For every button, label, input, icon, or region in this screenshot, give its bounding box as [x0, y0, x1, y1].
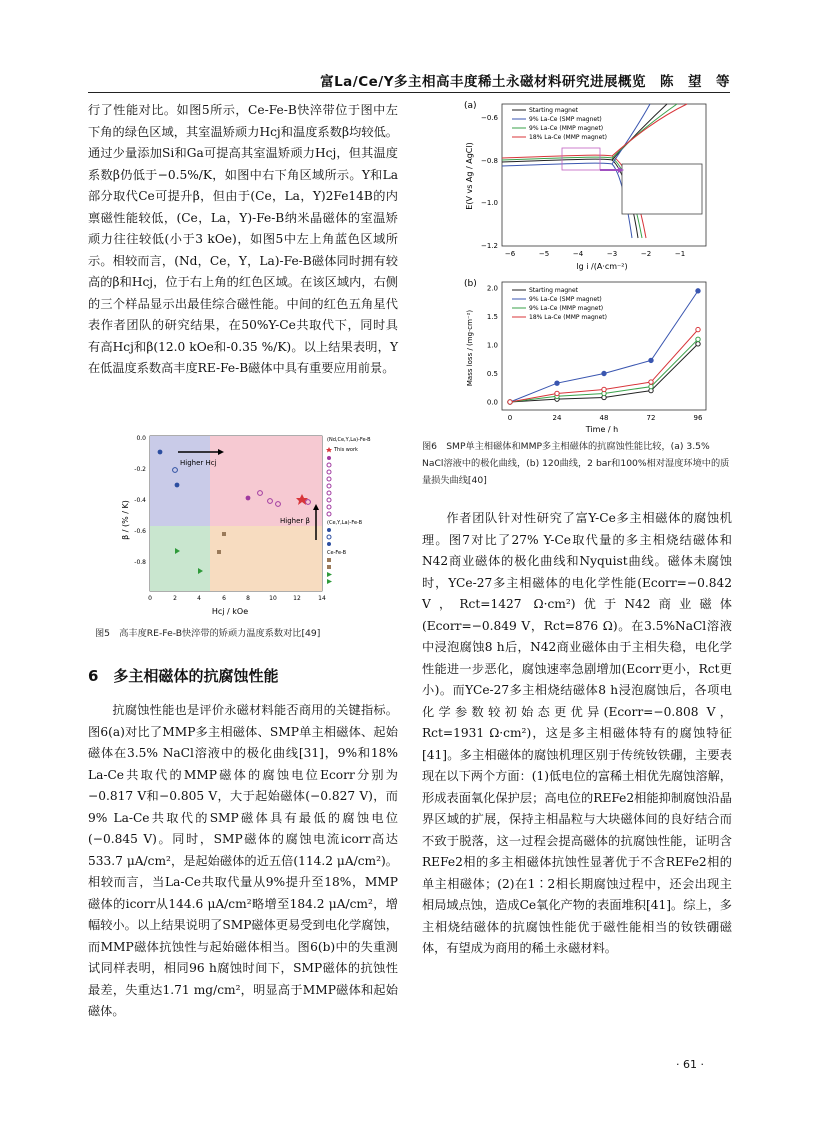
svg-text:−2: −2: [640, 250, 652, 258]
figure-5: [120, 430, 390, 620]
svg-text:6: 6: [222, 595, 226, 602]
y-axis-label: β / (% / K): [121, 500, 130, 540]
legend-group2: (Ce,Y,La)-Fe-B: [327, 520, 363, 526]
x-tick-label: 96: [693, 414, 703, 422]
y-tick-label: 1.0: [486, 341, 498, 350]
figure-6a: [462, 98, 718, 273]
legend-group3: Ce-Fe-B: [327, 550, 347, 556]
arrow-label-top: Higher Hcj: [180, 459, 217, 467]
svg-text:2: 2: [173, 595, 177, 602]
data-point: [555, 381, 559, 385]
legend-item: 9% La-Ce (SMP magnet): [529, 116, 602, 123]
legend-item: Starting magnet: [529, 287, 579, 294]
right-column: [422, 508, 732, 960]
legend-item: 18% La-Ce (MMP magnet): [529, 134, 607, 141]
svg-text:0.0: 0.0: [136, 435, 146, 442]
figure-6-caption: 图6 SMP单主相磁体和MMP多主相磁体的抗腐蚀性能比较，(a) 3.5% NaCl溶液中的极化曲线，(b) 120曲线，2 bar和100%相对湿度环境中的质量损失曲线[40]: [422, 441, 730, 486]
data-point: [649, 384, 653, 388]
legend-this-work: This work: [334, 447, 358, 453]
section-6-body: [88, 700, 398, 1023]
x-axis-label: Time / h: [585, 425, 619, 434]
svg-text:-0.4: -0.4: [134, 497, 146, 504]
region-blue: [150, 436, 210, 526]
data-point: [602, 387, 606, 391]
data-point: [649, 358, 653, 362]
x-tick-label: 72: [646, 414, 656, 422]
paragraph: 作者团队针对性研究了富Y-Ce多主相磁体的腐蚀机理。图7对比了27% Y-Ce取代量的多主相烧结磁体和N42商业磁体的极化曲线和Nyquist曲线。磁体未腐蚀时，YCe-27多主相磁体的电化学性能(Ecorr=−0.842 V，Rct=1427 Ω·cm²)优于N42商业磁体(Ecorr=−0.849 V，Rct=876 Ω)。在3.5%NaCl溶液中浸泡腐蚀8 h后，N42商业磁体由于主相失稳，电化学性能进一步恶化，腐蚀速率急剧增加(Ecorr更小，Rct更小)。而YCe-27多主相烧结磁体8 h浸泡腐蚀后，各项电化学参数较初始态更优异(Ecorr=−0.808 V，Rct=1931 Ω·cm²)，这是多主相磁体特有的腐蚀特征[41]。多主相磁体的腐蚀机理区别于传统钕铁硼，主要表现在以下两个方面：(1)低电位的富稀土相优先腐蚀溶解，形成表面氧化保护层；高电位的REFe2相能抑制腐蚀沿晶界区域的扩展，保持主相晶粒与大块磁体间的良好结合而不致于脱落，这一过程会提高磁体的抗腐蚀性能，证明含REFe2相的多主相磁体抗蚀性显著优于不含REFe2相的单主相磁体；(2)在1∶2相长期腐蚀过程中，还会出现主相局域点蚀，造成Ce氧化产物的表面堆积[41]。综上，多主相烧结磁体的抗腐蚀性能优于磁性能相当的钕铁硼磁体，有望成为商用的稀土永磁材料。: [422, 511, 732, 955]
paragraph: 行了性能对比。如图5所示，Ce-Fe-B快淬带位于图中左下角的绿色区域，其室温矫顽力Hcj和温度系数β均较低。通过少量添加Si和Ga可提高其室温矫顽力Hcj，但其温度系数β仍低于−0.5%/K，如图中右下角区域所示。Y和La部分取代Ce可提升β，但由于(Ce，La，Y)2Fe14B的内禀磁性能较低，(Ce，La，Y)-Fe-B纳米晶磁体的室温矫顽力往往较低(小于3 kOe)，如图5中左上角蓝色区域所示。相较而言，(Nd，Ce，Y，La)-Fe-B磁体同时拥有较高的β和Hcj，位于右上角的红色区域。在该区域内，右侧的三个样品显示出最佳综合磁性能。中间的红色五角星代表作者团队的研究结果，在50%Y-Ce共取代下，同时具有高Hcj和β(12.0 kOe和-0.35 %/K)。以上结果表明，Y在低温度系数高丰度RE-Fe-B磁体中具有重要应用前景。: [88, 103, 398, 375]
svg-text:−1.0: −1.0: [481, 199, 498, 207]
panel-label-b: (b): [464, 279, 477, 289]
svg-text:-0.6: -0.6: [134, 528, 146, 535]
data-point: [696, 289, 700, 293]
x-axis-label: lg i /(A·cm⁻²): [576, 262, 628, 271]
data-point: [649, 380, 653, 384]
svg-text:−0.8: −0.8: [481, 157, 498, 165]
running-header: 富La/Ce/Y多主相高丰度稀土永磁材料研究进展概览 陈 望 等: [320, 74, 730, 90]
svg-text:−6: −6: [504, 250, 516, 258]
data-point: [696, 337, 700, 341]
svg-text:-0.8: -0.8: [134, 559, 146, 566]
section-heading: 6 多主相磁体的抗腐蚀性能: [88, 667, 279, 685]
data-point: [555, 391, 559, 395]
y-axis-label: E(V vs Ag / AgCl): [465, 142, 474, 210]
svg-text:−1.2: −1.2: [481, 242, 498, 250]
y-tick-label: 2.0: [486, 284, 498, 293]
header-rule: [88, 92, 730, 93]
svg-text:10: 10: [269, 595, 277, 602]
svg-text:8: 8: [246, 595, 250, 602]
data-point: [696, 327, 700, 331]
y-axis-label: Mass loss / (mg·cm⁻²): [466, 309, 474, 387]
x-axis-label: Hcj / kOe: [211, 607, 249, 616]
svg-text:12: 12: [293, 595, 301, 602]
legend-item: 18% La-Ce (MMP magnet): [529, 314, 607, 321]
figure-5-caption: 图5 高丰度RE-Fe-B快淬带的矫顽力温度系数对比[49]: [95, 628, 321, 639]
figure-6b: [462, 276, 718, 436]
x-tick-label: 0: [507, 414, 513, 422]
svg-text:0: 0: [148, 595, 152, 602]
svg-text:4: 4: [197, 595, 201, 602]
data-point: [696, 342, 700, 346]
region-orange: [210, 526, 322, 591]
y-tick-label: 1.5: [486, 313, 498, 321]
svg-text:−1: −1: [674, 250, 686, 258]
y-tick-label: 0.0: [486, 398, 498, 407]
data-point: [508, 400, 512, 404]
legend-group1: (Nd,Ce,Y,La)-Fe-B: [327, 437, 371, 443]
panel-label-a: (a): [464, 101, 477, 111]
data-point: [602, 371, 606, 375]
legend-item: 9% La-Ce (SMP magnet): [529, 296, 602, 303]
y-tick-label: 0.5: [486, 370, 498, 378]
left-column: [88, 100, 398, 380]
arrow-label-right: Higher β: [280, 517, 310, 525]
page-number: · 61 ·: [676, 1058, 704, 1071]
legend-item: Starting magnet: [529, 107, 579, 114]
svg-text:−5: −5: [538, 250, 550, 258]
svg-text:−4: −4: [572, 250, 584, 258]
x-tick-label: 24: [552, 414, 562, 422]
region-red: [210, 436, 322, 526]
legend-item: 9% La-Ce (MMP magnet): [529, 125, 604, 132]
region-green: [150, 526, 210, 591]
paragraph: 抗腐蚀性能也是评价永磁材料能否商用的关键指标。图6(a)对比了MMP多主相磁体、SMP单主相磁体、起始磁体在3.5% NaCl溶液中的极化曲线[31]，9%和18% La-Ce共取代的MMP磁体的腐蚀电位Ecorr分别为−0.817 V和−0.805 V，大于起始磁体(−0.827 V)，而9% La-Ce共取代的SMP磁体具有最低的腐蚀电位(−0.845 V)。同时，SMP磁体的腐蚀电流icorr高达533.7 μA/cm²，是起始磁体的近五倍(114.2 μA/cm²)。相较而言，当La-Ce共取代量从9%提升至18%，MMP磁体的icorr从144.6 μA/cm²略增至184.2 μA/cm²，增幅较小。以上结果说明了SMP磁体更易受到电化学腐蚀，而MMP磁体抗蚀性与起始磁体相当。图6(b)中的失重测试同样表明，相同96 h腐蚀时间下，SMP磁体的抗蚀性最差，失重达1.71 mg/cm²，明显高于MMP磁体和起始磁体。: [88, 703, 398, 1018]
x-tick-label: 48: [599, 414, 609, 422]
legend-item: 9% La-Ce (MMP magnet): [529, 305, 604, 312]
svg-text:−3: −3: [606, 250, 618, 258]
svg-text:−0.6: −0.6: [481, 114, 498, 122]
svg-text:-0.2: -0.2: [134, 466, 146, 473]
svg-text:14: 14: [318, 595, 326, 602]
